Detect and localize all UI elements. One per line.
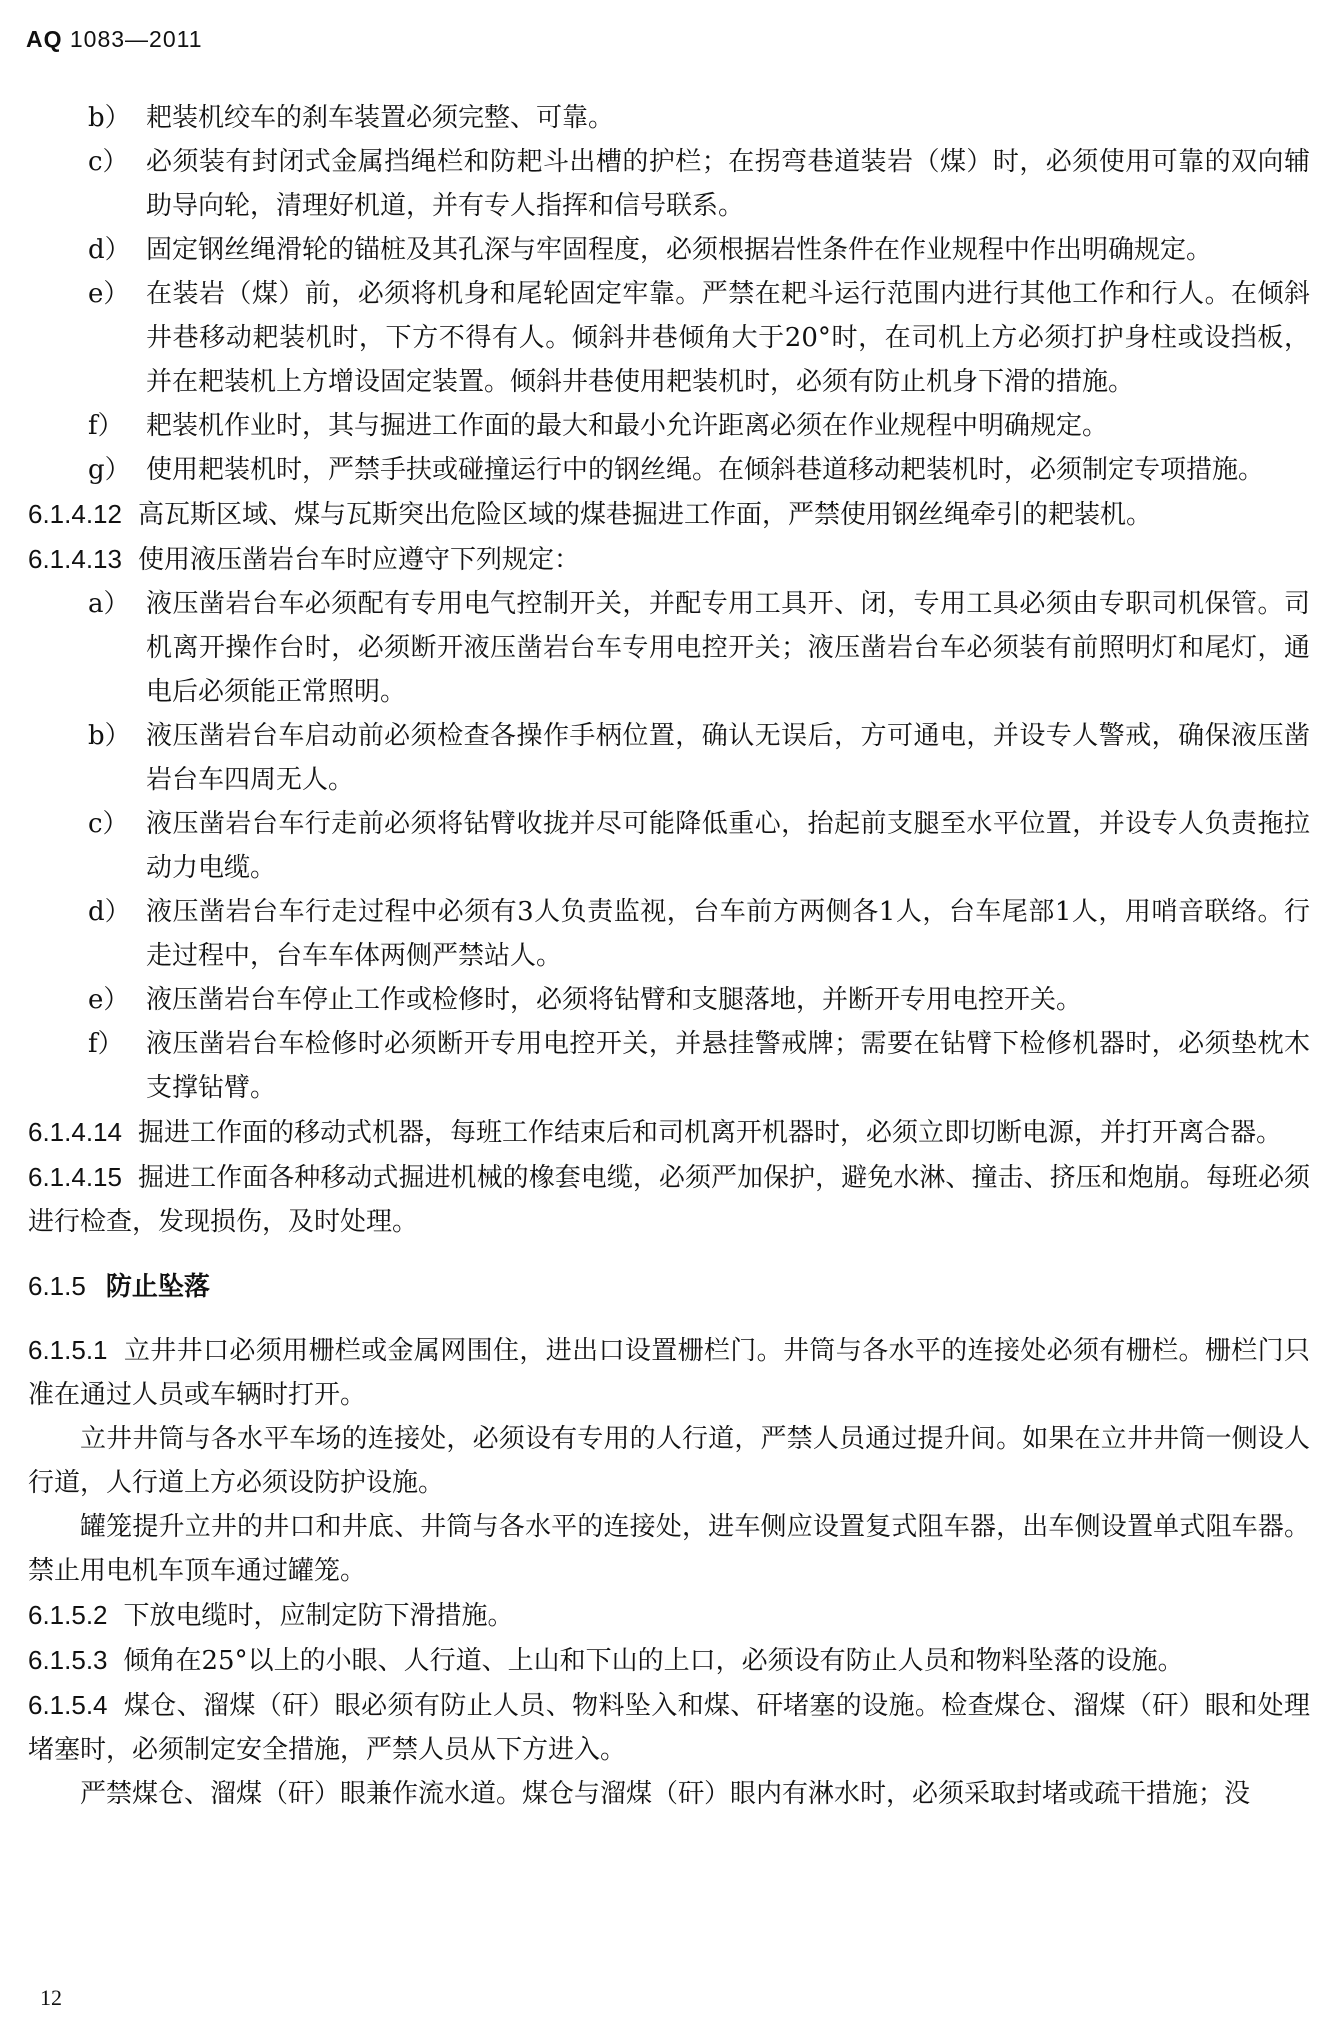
clause-number: 6.1.5.2 (28, 1600, 108, 1630)
list-item-a (28, 582, 1310, 714)
list-item-c (28, 140, 1310, 228)
clause-number: 6.1.4.12 (28, 499, 122, 529)
list-item-text: 耙装机作业时，其与掘进工作面的最大和最小允许距离必须在作业规程中明确规定。 (146, 411, 1109, 441)
list-item-d (28, 228, 1310, 272)
list-item-text: 液压凿岩台车行走前必须将钻臂收拢并尽可能降低重心，抬起前支腿至水平位置，并设专人负责拖拉动力电缆。 (146, 809, 1310, 883)
clause-text: 煤仓、溜煤（矸）眼必须有防止人员、物料坠入和煤、矸堵塞的设施。检查煤仓、溜煤（矸）眼和处理堵塞时，必须制定安全措施，严禁人员从下方进入。 (28, 1691, 1310, 1765)
paragraph: 严禁煤仓、溜煤（矸）眼兼作流水道。煤仓与溜煤（矸）眼内有淋水时，必须采取封堵或疏干措施；没 (80, 1779, 1251, 1809)
list-marker: g） (88, 455, 131, 485)
clause-text: 倾角在25°以上的小眼、人行道、上山和下山的上口，必须设有防止人员和物料坠落的设施。 (123, 1646, 1184, 1676)
section-title: 防止坠落 (105, 1271, 210, 1301)
paragraph: 罐笼提升立井的井口和井底、井筒与各水平的连接处，进车侧应设置复式阻车器，出车侧设置单式阻车器。禁止用电机车顶车通过罐笼。 (28, 1512, 1310, 1586)
list-item-c (28, 802, 1310, 890)
clause-text: 掘进工作面各种移动式掘进机械的橡套电缆，必须严加保护，避免水淋、撞击、挤压和炮崩。每班必须进行检查，发现损伤，及时处理。 (28, 1163, 1310, 1237)
list-item-text: 液压凿岩台车停止工作或检修时，必须将钻臂和支腿落地，并断开专用电控开关。 (146, 985, 1083, 1015)
clause-text: 使用液压凿岩台车时应遵守下列规定： (137, 545, 580, 575)
list-item-f (28, 404, 1310, 448)
clause-number: 6.1.4.15 (28, 1162, 122, 1192)
standard-prefix: AQ (26, 26, 63, 52)
list-item-b (28, 714, 1310, 802)
clause-6-1-4-13 (28, 537, 1310, 582)
clause-6-1-5-2 (28, 1593, 1310, 1638)
list-item-text: 液压凿岩台车检修时必须断开专用电控开关，并悬挂警戒牌；需要在钻臂下检修机器时，必须垫枕木支撑钻臂。 (146, 1029, 1310, 1103)
list-item-f (28, 1022, 1310, 1110)
clause-6-1-5-1 (28, 1328, 1310, 1417)
list-item-text: 使用耙装机时，严禁手扶或碰撞运行中的钢丝绳。在倾斜巷道移动耙装机时，必须制定专项措施。 (146, 455, 1265, 485)
list-item-g (28, 448, 1310, 492)
list-marker: e） (88, 985, 130, 1015)
list-marker: c） (88, 147, 129, 177)
page-number: 12 (40, 1985, 62, 2010)
clause-6-1-5-3 (28, 1638, 1310, 1683)
list-marker: c） (88, 809, 129, 839)
section-heading-6-1-5 (28, 1264, 1310, 1308)
list-item-text: 耙装机绞车的刹车装置必须完整、可靠。 (146, 103, 615, 133)
clause-text: 下放电缆时，应制定防下滑措施。 (123, 1601, 514, 1631)
list-marker: a） (88, 589, 130, 619)
paragraph: 立井井筒与各水平车场的连接处，必须设有专用的人行道，严禁人员通过提升间。如果在立井井筒一侧设人行道，人行道上方必须设防护设施。 (28, 1424, 1310, 1498)
clause-number: 6.1.4.14 (28, 1117, 122, 1147)
list-item-text: 液压凿岩台车启动前必须检查各操作手柄位置，确认无误后，方可通电，并设专人警戒，确保液压凿岩台车四周无人。 (146, 721, 1310, 795)
document-body (28, 96, 1310, 1816)
list-item-e (28, 978, 1310, 1022)
clause-6-1-4-15 (28, 1155, 1310, 1244)
page-header (26, 26, 203, 53)
clause-6-1-4-12 (28, 492, 1310, 537)
standard-number: 1083—2011 (69, 26, 203, 52)
list-item-e (28, 272, 1310, 404)
clause-number: 6.1.4.13 (28, 544, 122, 574)
clause-number: 6.1.5.3 (28, 1645, 108, 1675)
clause-text: 掘进工作面的移动式机器，每班工作结束后和司机离开机器时，必须立即切断电源，并打开离合器。 (137, 1118, 1282, 1148)
clause-number: 6.1.5.4 (28, 1690, 108, 1720)
list-marker: b） (88, 103, 131, 133)
list-marker: d） (88, 897, 131, 927)
list-marker: d） (88, 235, 131, 265)
clause-text: 立井井口必须用栅栏或金属网围住，进出口设置栅栏门。井筒与各水平的连接处必须有栅栏。栅栏门只准在通过人员或车辆时打开。 (28, 1336, 1310, 1410)
list-item-d (28, 890, 1310, 978)
list-marker: f） (88, 411, 124, 441)
clause-text: 高瓦斯区域、煤与瓦斯突出危险区域的煤巷掘进工作面，严禁使用钢丝绳牵引的耙装机。 (137, 500, 1152, 530)
list-marker: f） (88, 1029, 124, 1059)
section-number: 6.1.5 (28, 1271, 86, 1301)
list-item-text: 固定钢丝绳滑轮的锚桩及其孔深与牢固程度，必须根据岩性条件在作业规程中作出明确规定。 (146, 235, 1213, 265)
list-marker: b） (88, 721, 131, 751)
list-marker: e） (88, 279, 130, 309)
list-item-b (28, 96, 1310, 140)
list-item-text: 在装岩（煤）前，必须将机身和尾轮固定牢靠。严禁在耙斗运行范围内进行其他工作和行人。在倾斜井巷移动耙装机时，下方不得有人。倾斜井巷倾角大于20°时，在司机上方必须打护身柱或设挡板，并在耙装机上方增设固定装置。倾斜井巷使用耙装机时，必须有防止机身下滑的措施。 (146, 279, 1310, 397)
list-item-text: 液压凿岩台车行走过程中必须有3人负责监视，台车前方两侧各1人，台车尾部1人，用哨音联络。行走过程中，台车车体两侧严禁站人。 (146, 897, 1310, 971)
list-item-text: 必须装有封闭式金属挡绳栏和防耙斗出槽的护栏；在拐弯巷道装岩（煤）时，必须使用可靠的双向辅助导向轮，清理好机道，并有专人指挥和信号联系。 (146, 147, 1310, 221)
list-item-text: 液压凿岩台车必须配有专用电气控制开关，并配专用工具开、闭，专用工具必须由专职司机保管。司机离开操作台时，必须断开液压凿岩台车专用电控开关；液压凿岩台车必须装有前照明灯和尾灯，通电后必须能正常照明。 (146, 589, 1310, 707)
clause-6-1-5-4 (28, 1683, 1310, 1772)
clause-6-1-4-14 (28, 1110, 1310, 1155)
clause-number: 6.1.5.1 (28, 1335, 108, 1365)
